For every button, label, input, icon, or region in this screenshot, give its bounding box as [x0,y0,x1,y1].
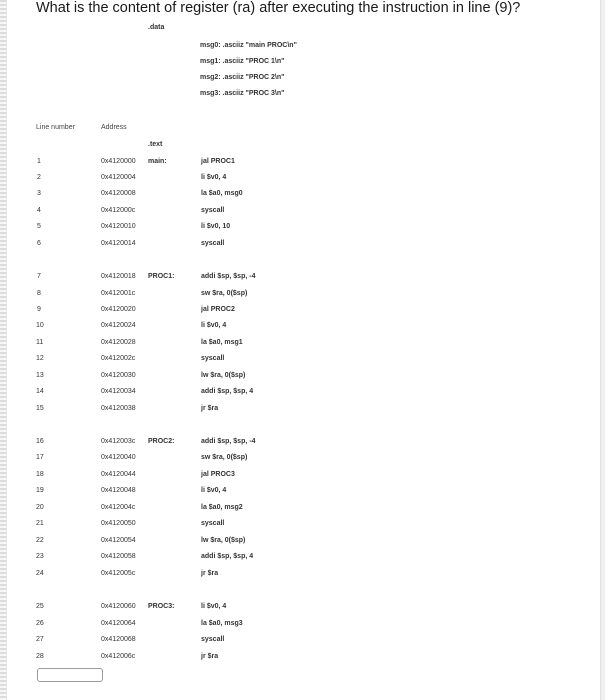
line-number: 22 [36,537,44,544]
line-number: 10 [36,322,44,329]
address: 0x4120054 [101,537,136,544]
address: 0x4120048 [101,487,136,494]
code-row [0,306,605,318]
address: 0x4120064 [101,620,136,627]
instruction: sw $ra, 0($sp) [201,290,248,297]
line-number: 12 [36,355,44,362]
message-line: msg2: .asciiz "PROC 2\n" [200,74,285,81]
code-row [0,471,605,483]
instruction: addi $sp, $sp, 4 [201,553,254,560]
code-row [0,636,605,648]
instruction: la $a0, msg2 [201,504,243,511]
instruction: lw $ra, 0($sp) [201,372,246,379]
line-number: 9 [37,306,41,313]
answer-input[interactable] [37,668,103,682]
line-number: 15 [36,405,44,412]
instruction: syscall [201,355,225,362]
line-number: 1 [37,158,41,165]
question-text: What is the content of register (ra) after executing the instruction in line (9)? [36,0,521,16]
label: PROC1: [148,273,175,280]
address: 0x4120000 [101,158,136,165]
address-header: Address [101,124,127,131]
data-directive: .data [148,24,165,31]
message-line: msg3: .asciiz "PROC 3\n" [200,90,285,97]
code-row [0,454,605,466]
address: 0x4120058 [101,553,136,560]
address: 0x412006c [101,653,136,660]
address: 0x412002c [101,355,136,362]
line-number: 26 [36,620,44,627]
line-number: 27 [36,636,44,643]
line-number: 13 [36,372,44,379]
code-row [0,290,605,302]
address: 0x4120060 [101,603,136,610]
code-row [0,487,605,499]
address: 0x412003c [101,438,136,445]
line-number: 23 [36,553,44,560]
address: 0x4120020 [101,306,136,313]
code-row [0,504,605,516]
code-row [0,570,605,582]
line-number: 28 [36,653,44,660]
address: 0x4120008 [101,190,136,197]
instruction: jal PROC1 [201,158,235,165]
line-number: 21 [36,520,44,527]
instruction: li $v0, 4 [201,603,227,610]
instruction: sw $ra, 0($sp) [201,454,248,461]
code-row [0,372,605,384]
code-row [0,537,605,549]
line-number: 17 [36,454,44,461]
instruction: la $a0, msg1 [201,339,243,346]
line-number: 20 [36,504,44,511]
line-number: 8 [37,290,41,297]
address: 0x4120024 [101,322,136,329]
line-number-header: Line number [36,124,75,131]
instruction: addi $sp, $sp, -4 [201,273,256,280]
instruction: li $v0, 4 [201,322,227,329]
message-line: msg0: .asciiz "main PROC\n" [200,42,297,49]
instruction: addi $sp, $sp, -4 [201,438,256,445]
address: 0x412000c [101,207,136,214]
instruction: li $v0, 10 [201,223,231,230]
line-number: 6 [37,240,41,247]
line-number: 5 [37,223,41,230]
address: 0x4120044 [101,471,136,478]
line-number: 19 [36,487,44,494]
label: main: [148,158,167,165]
address: 0x4120068 [101,636,136,643]
line-number: 25 [36,603,44,610]
instruction: syscall [201,636,225,643]
line-number: 2 [37,174,41,181]
instruction: li $v0, 4 [201,174,227,181]
code-row [0,603,605,615]
code-row [0,620,605,632]
address: 0x4120034 [101,388,136,395]
text-directive: .text [148,141,163,148]
address: 0x4120014 [101,240,136,247]
instruction: jr $ra [201,570,219,577]
code-row [0,438,605,450]
address: 0x4120050 [101,520,136,527]
instruction: syscall [201,520,225,527]
instruction: jr $ra [201,653,219,660]
address: 0x4120018 [101,273,136,280]
address: 0x4120038 [101,405,136,412]
line-number: 18 [36,471,44,478]
code-row [0,190,605,202]
code-row [0,223,605,235]
line-number: 24 [36,570,44,577]
code-row [0,207,605,219]
address: 0x4120010 [101,223,136,230]
instruction: lw $ra, 0($sp) [201,537,246,544]
line-number: 11 [36,339,44,346]
instruction: syscall [201,240,225,247]
code-row [0,388,605,400]
code-row [0,322,605,334]
address: 0x4120040 [101,454,136,461]
label: PROC3: [148,603,175,610]
code-row [0,653,605,665]
line-number: 4 [37,207,41,214]
address: 0x412005c [101,570,136,577]
code-row [0,553,605,565]
line-number: 14 [36,388,44,395]
line-number: 16 [36,438,44,445]
instruction: syscall [201,207,225,214]
line-number: 3 [37,190,41,197]
address: 0x4120028 [101,339,136,346]
instruction: la $a0, msg0 [201,190,243,197]
address: 0x412004c [101,504,136,511]
instruction: jal PROC3 [201,471,235,478]
instruction: jr $ra [201,405,219,412]
address: 0x4120030 [101,372,136,379]
instruction: la $a0, msg3 [201,620,243,627]
code-row [0,158,605,170]
code-row [0,339,605,351]
code-row [0,273,605,285]
address: 0x4120004 [101,174,136,181]
instruction: li $v0, 4 [201,487,227,494]
code-row [0,355,605,367]
code-row [0,405,605,417]
message-line: msg1: .asciiz "PROC 1\n" [200,58,285,65]
code-row [0,174,605,186]
label: PROC2: [148,438,175,445]
line-number: 7 [37,273,41,280]
code-row [0,520,605,532]
code-row [0,240,605,252]
instruction: jal PROC2 [201,306,235,313]
address: 0x412001c [101,290,136,297]
instruction: addi $sp, $sp, 4 [201,388,254,395]
